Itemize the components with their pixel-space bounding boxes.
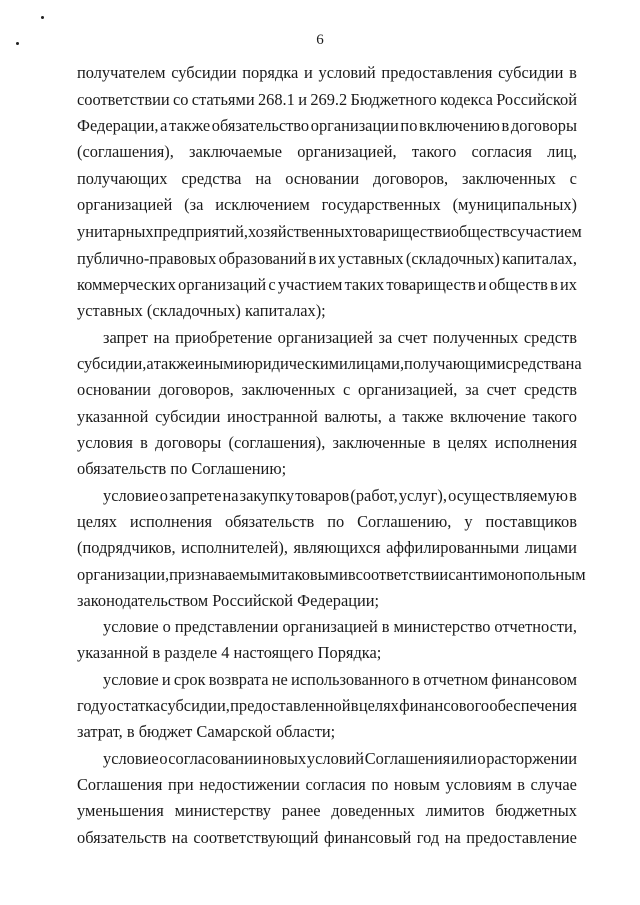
text-line: обязательств на соответствующий финансовый год на предоставление — [77, 828, 577, 847]
text-line: Соглашения при недостижении согласия по новым условиям в случае — [77, 775, 577, 794]
text-line: условие о запрете на закупку товаров (работ, услуг), осуществляемую в — [103, 486, 577, 505]
text-line: законодательством Российской Федерации; — [77, 591, 380, 610]
text-line: запрет на приобретение организацией за счет полученных средств — [103, 328, 577, 347]
text-line: обязательств по Соглашению; — [77, 459, 287, 478]
scan-speck-mark — [16, 42, 19, 45]
scan-speck-mark — [41, 16, 44, 19]
text-line: году остатка субсидии, предоставленной в целях финансового обеспечения — [77, 696, 577, 715]
text-line: основании договоров, заключенных с организацией, за счет средств — [77, 380, 577, 399]
text-line: унитарных предприятий, хозяйственных товариществ и обществ с участием — [77, 222, 582, 241]
text-line: условие о представлении организацией в министерство отчетности, — [103, 617, 577, 636]
text-line: условие о согласовании новых условий Соглашения или о расторжении — [103, 749, 577, 768]
text-line: уменьшения министерству ранее доведенных лимитов бюджетных — [77, 801, 577, 820]
text-line: условие и срок возврата не использованного в отчетном финансовом — [103, 670, 577, 689]
text-line: коммерческих организаций с участием таких товариществ и обществ в их — [77, 275, 577, 294]
text-line: публично-правовых образований в их уставных (складочных) капиталах, — [77, 249, 577, 268]
text-line: затрат, в бюджет Самарской области; — [77, 722, 336, 741]
text-line: организации, признаваемыми таковыми в соответствии с антимонопольным — [77, 565, 586, 584]
page-number: 6 — [316, 32, 324, 48]
text-line: указанной в разделе 4 настоящего Порядка; — [77, 643, 382, 662]
text-line: получающих средства на основании договоров, заключенных с — [77, 169, 577, 188]
text-line: условия в договоры (соглашения), заключенные в целях исполнения — [77, 433, 577, 452]
text-line: Федерации, а также обязательство организации по включению в договоры — [77, 116, 577, 135]
text-line: (подрядчиков, исполнителей), являющихся аффилированными лицами — [77, 538, 577, 557]
text-line: целях исполнения обязательств по Соглашению, у поставщиков — [77, 512, 577, 531]
text-line: уставных (складочных) капиталах); — [77, 301, 326, 320]
text-line: получателем субсидии порядка и условий предоставления субсидии в — [77, 63, 577, 82]
text-line: соответствии со статьями 268.1 и 269.2 Бюджетного кодекса Российской — [77, 90, 577, 109]
text-line: организацией (за исключением государственных (муниципальных) — [77, 195, 577, 214]
text-line: указанной субсидии иностранной валюты, а также включение такого — [77, 407, 577, 426]
text-line: (соглашения), заключаемые организацией, такого согласия лиц, — [77, 142, 577, 161]
text-line: субсидии, а также иными юридическими лицами, получающими средства на — [77, 354, 582, 373]
